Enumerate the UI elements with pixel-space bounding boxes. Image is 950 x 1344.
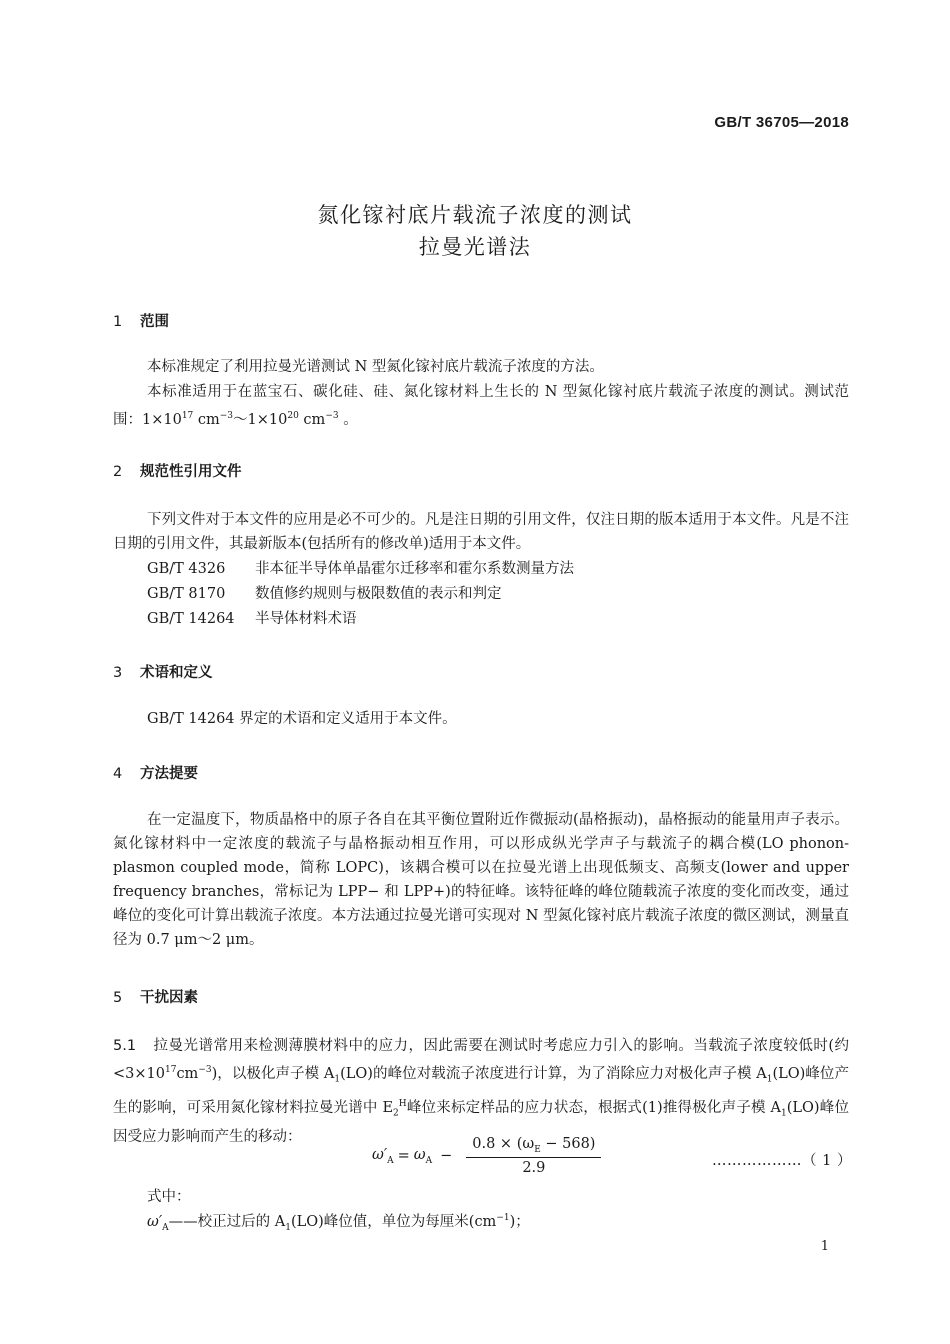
s1-p2-exp2: −3 xyxy=(219,411,234,421)
where-desc-b: (LO)峰位值，单位为每厘米(cm xyxy=(290,1214,497,1230)
section-5-heading xyxy=(113,986,198,1007)
reference-code: GB/T 14264 xyxy=(147,611,235,627)
equation-1 xyxy=(372,1136,601,1176)
section-5-title: 干扰因素 xyxy=(140,990,198,1006)
c51-sup3: H xyxy=(398,1098,407,1109)
equation-minus: − xyxy=(440,1147,453,1164)
reference-code: GB/T 4326 xyxy=(147,561,226,577)
where-desc-a: ——校正过后的 A xyxy=(168,1214,286,1230)
clause-5-1-number: 5.1 xyxy=(113,1038,137,1054)
c51-sub3: 2 xyxy=(393,1108,399,1119)
section-4-title: 方法提要 xyxy=(140,766,198,782)
reference-item xyxy=(147,582,502,606)
c51-sub1: 1 xyxy=(334,1074,341,1085)
section-1-heading xyxy=(113,310,169,331)
equation-denominator: 2.9 xyxy=(522,1159,546,1176)
equation-rhs: $\omega_A$ xyxy=(413,1146,433,1166)
c51-text-e: (LO)峰位产生的影响，可采用氮化镓材料拉曼光谱中 E xyxy=(113,1065,849,1116)
reference-item xyxy=(147,557,574,581)
c51-text-d: (LO)的峰位对载流子浓度进行计算，为了消除应力对极化声子模 A xyxy=(340,1065,767,1082)
equation-numerator: $0.8 \times (\omega_E - 568)$ xyxy=(466,1136,601,1158)
where-desc-exp: −1 xyxy=(496,1213,510,1224)
document-title-line2: 拉曼光谱法 xyxy=(418,235,532,259)
section-3-title: 术语和定义 xyxy=(140,665,213,681)
where-desc-c: )； xyxy=(509,1214,530,1230)
reference-title: 非本征半导体单晶霍尔迁移率和霍尔系数测量方法 xyxy=(255,561,574,577)
section-4-paragraph-1: 在一定温度下，物质晶格中的原子各自在其平衡位置附近作微振动(晶格振动)，晶格振动的能量用声子表示。氮化镓材料中一定浓度的载流子与晶格振动相互作用，可以形成纵光学声子与载流子的耦合模(LO phonon-plasmon coupled mode，简称 LOPC)，该耦合模可以在拉曼光谱上出现低频支、高频支(lower and upper frequency branches，常标记为 LPP− 和 LPP+)的特征峰。该特征峰的峰位随载流子浓度的变化而改变，通过峰位的变化可计算出载流子浓度。本方法通过拉曼光谱可实现对 N 型氮化镓衬底片载流子浓度的微区测试，测量直径为 0.7 μm～2 μm。 xyxy=(113,812,849,948)
reference-title: 半导体材料术语 xyxy=(255,611,357,627)
section-4-heading xyxy=(113,762,198,783)
s1-p2-exp3: 20 xyxy=(287,411,299,421)
section-1-paragraph-2 xyxy=(113,380,849,432)
section-1-title: 范围 xyxy=(140,314,169,330)
section-4-number: 4 xyxy=(113,766,123,782)
equation-fraction xyxy=(466,1136,601,1176)
c51-sub4: 1 xyxy=(781,1108,787,1119)
reference-code: GB/T 8170 xyxy=(147,586,226,602)
s1-p2-text-e: 。 xyxy=(338,411,358,428)
section-1-paragraph-1: 本标准规定了利用拉曼光谱测试 N 型氮化镓衬底片载流子浓度的方法。 xyxy=(147,359,604,375)
section-2-paragraph-1: 下列文件对于本文件的应用是必不可少的。凡是注日期的引用文件，仅注日期的版本适用于本文件。凡是不注日期的引用文件，其最新版本(包括所有的修改单)适用于本文件。 xyxy=(113,512,849,552)
c51-text-b: cm xyxy=(176,1065,199,1082)
section-2-title: 规范性引用文件 xyxy=(140,464,242,480)
equation-lhs: $\omega'_A$ xyxy=(372,1146,394,1166)
standard-code: GB/T 36705—2018 xyxy=(714,114,849,131)
c51-sub2: 1 xyxy=(766,1074,773,1085)
s1-p2-text-b: cm xyxy=(193,411,220,428)
where-symbol: $\omega'_A$ xyxy=(147,1214,169,1233)
document-title-line1: 氮化镓衬底片载流子浓度的测试 xyxy=(317,203,633,227)
section-3-heading xyxy=(113,661,213,682)
section-5-number: 5 xyxy=(113,990,123,1006)
section-2-heading xyxy=(113,460,242,481)
c51-text-c: )，以极化声子模 A xyxy=(211,1065,335,1082)
c51-text-g: (LO)峰位因受应力影响而产生的移动： xyxy=(113,1099,849,1146)
where-desc-sub: 1 xyxy=(285,1222,291,1233)
s1-p2-text-d: cm xyxy=(298,411,326,428)
page-number: 1 xyxy=(820,1239,829,1254)
equation-equals: = xyxy=(397,1147,410,1164)
s1-p2-exp4: −3 xyxy=(325,411,339,421)
where-label: 式中： xyxy=(147,1189,191,1205)
c51-text-a: 拉曼光谱常用来检测薄膜材料中的应力，因此需要在测试时考虑应力引入的影响。当载流子浓度较低时(约<3×10 xyxy=(113,1038,849,1082)
c51-text-f: 峰位来标定样品的应力状态，根据式(1)推得极化声子模 A xyxy=(406,1099,782,1116)
equation-number: ………………（ 1 ） xyxy=(712,1153,852,1169)
clause-5-1-paragraph xyxy=(113,1034,849,1149)
section-2-number: 2 xyxy=(113,464,123,480)
c51-exp2: −3 xyxy=(198,1065,212,1075)
c51-exp: 17 xyxy=(164,1065,177,1075)
s1-p2-exp1: 17 xyxy=(181,411,194,421)
s1-p2-text-a: 本标准适用于在蓝宝石、碳化硅、硅、氮化镓材料上生长的 N 型氮化镓衬底片载流子浓度的测试。测试范围：1×10 xyxy=(113,384,849,428)
section-1-number: 1 xyxy=(113,314,123,330)
reference-item xyxy=(147,607,357,631)
s1-p2-text-c: ～1×10 xyxy=(233,411,288,428)
section-3-paragraph-1: GB/T 14264 界定的术语和定义适用于本文件。 xyxy=(147,711,457,727)
where-definition xyxy=(147,1210,530,1233)
reference-title: 数值修约规则与极限数值的表示和判定 xyxy=(255,586,502,602)
section-3-number: 3 xyxy=(113,665,123,681)
